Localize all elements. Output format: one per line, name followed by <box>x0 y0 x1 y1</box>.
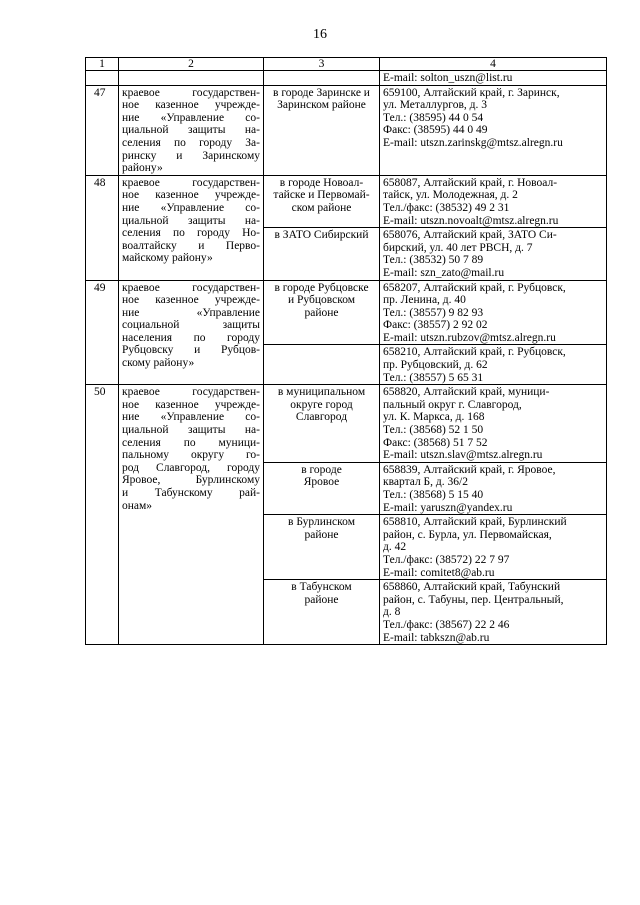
cell-line: краевое государствен- <box>122 386 260 399</box>
cell-line: в городе <box>301 463 342 476</box>
cell-line: циальной защиты на- <box>122 424 260 437</box>
area-cell <box>264 345 380 385</box>
table-row <box>86 385 607 463</box>
cell-line: E-mail: utszn.slav@mtsz.alregn.ru <box>383 449 543 462</box>
carry-over-email: E-mail: solton_uszn@list.ru <box>383 72 513 84</box>
organization-name-cell <box>119 85 264 175</box>
organization-name-cell <box>119 280 264 385</box>
cell-line: районе <box>304 528 339 541</box>
cell-line: ное казенное учрежде- <box>122 99 260 112</box>
header-cell-4: 4 <box>380 58 607 71</box>
carry-over-org-cell <box>119 71 264 86</box>
cell-line: E-mail: utszn.rubzov@mtsz.alregn.ru <box>383 331 556 344</box>
cell-line: краевое государствен- <box>122 281 260 294</box>
cell-line: Тел./факс: (38532) 49 2 31 <box>383 201 510 214</box>
header-row <box>86 58 607 71</box>
cell-line: Тел./факс: (38567) 22 2 46 <box>383 618 510 631</box>
cell-line: социальной защиты <box>122 319 260 332</box>
organization-name-cell <box>119 385 264 645</box>
cell-line: в городе Заринске и <box>273 86 370 99</box>
cell-line: 658839, Алтайский край, г. Яровое, <box>383 463 556 476</box>
contact-cell <box>380 280 607 345</box>
cell-line: д. 42 <box>383 541 407 554</box>
cell-line: Тел.: (38532) 50 7 89 <box>383 254 484 267</box>
cell-line: пальному округу го- <box>122 449 260 462</box>
cell-line: в городе Рубцовске <box>274 281 369 294</box>
cell-line: ное казенное учрежде- <box>122 398 260 411</box>
contact-cell <box>380 228 607 280</box>
cell-line: Тел.: (38557) 5 65 31 <box>383 371 484 384</box>
cell-line: тайск, ул. Молодежная, д. 2 <box>383 189 518 202</box>
cell-line: 658087, Алтайский край, г. Новоал- <box>383 176 558 189</box>
cell-line: районе <box>304 593 339 606</box>
cell-line: селения по городу За- <box>122 136 260 149</box>
header-cell-1: 1 <box>86 58 119 71</box>
cell-line: Тел.: (38568) 52 1 50 <box>383 424 484 437</box>
table-row <box>86 85 607 175</box>
cell-line: онам» <box>122 499 153 512</box>
cell-line: Факс: (38568) 51 7 52 <box>383 436 488 449</box>
cell-line: в городе Новоал- <box>279 176 364 189</box>
cell-line: Факс: (38557) 2 92 02 <box>383 319 488 332</box>
row-number-cell: 49 <box>86 280 119 385</box>
row-number-cell: 48 <box>86 175 119 280</box>
cell-line: ул. К. Маркса, д. 168 <box>383 411 485 424</box>
cell-line: район, с. Табуны, пер. Центральный, <box>383 593 564 606</box>
cell-line: скому району» <box>122 357 195 370</box>
cell-line: 658820, Алтайский край, муници- <box>383 386 550 399</box>
cell-line: в Бурлинском <box>288 516 355 529</box>
cell-line: E-mail: utszn.novoalt@mtsz.alregn.ru <box>383 214 559 227</box>
cell-line: в ЗАТО Сибирский <box>274 229 369 242</box>
cell-line: майскому району» <box>122 252 213 265</box>
cell-line: 658076, Алтайский край, ЗАТО Си- <box>383 229 557 242</box>
carry-over-row <box>86 71 607 86</box>
cell-line: 658207, Алтайский край, г. Рубцовск, <box>383 281 566 294</box>
cell-line: районе <box>304 306 339 319</box>
cell-line: селения по муници- <box>122 436 260 449</box>
cell-line: циальной защиты на- <box>122 214 260 227</box>
table-body <box>86 58 607 645</box>
contact-cell <box>380 85 607 175</box>
contact-cell <box>380 462 607 514</box>
cell-line: и Табунскому рай- <box>122 487 260 499</box>
cell-line: краевое государствен- <box>122 176 260 189</box>
cell-line: ное казенное учрежде- <box>122 294 260 307</box>
cell-line: бирский, ул. 40 лет РВСН, д. 7 <box>383 241 533 254</box>
row-number-cell: 50 <box>86 385 119 645</box>
carry-over-contact-cell <box>380 71 607 86</box>
cell-line: ние «Управление со- <box>122 201 260 214</box>
cell-line: квартал Б, д. 36/2 <box>383 476 468 489</box>
cell-line: Тел.: (38568) 5 15 40 <box>383 489 484 501</box>
cell-line: E-mail: yaruszn@yandex.ru <box>383 501 513 514</box>
cell-line: ние «Управление <box>122 306 260 319</box>
cell-line: E-mail: tabkszn@ab.ru <box>383 631 490 644</box>
cell-line: 658210, Алтайский край, г. Рубцовск, <box>383 346 566 359</box>
cell-line: пр. Рубцовский, д. 62 <box>383 359 488 372</box>
cell-line: Славгород <box>295 411 348 424</box>
organization-name-cell <box>119 175 264 280</box>
cell-line: район, с. Бурла, ул. Первомайская, <box>383 528 552 541</box>
cell-line: Тел./факс: (38572) 22 7 97 <box>383 553 510 566</box>
cell-line: E-mail: comitet8@ab.ru <box>383 566 495 579</box>
cell-line: E-mail: szn_zato@mail.ru <box>383 266 505 279</box>
cell-line: 658810, Алтайский край, Бурлинский <box>383 516 567 529</box>
carry-over-num-cell <box>86 71 119 86</box>
contact-cell <box>380 385 607 463</box>
cell-line: ние «Управление со- <box>122 411 260 424</box>
table-row <box>86 280 607 345</box>
contact-cell <box>380 345 607 385</box>
cell-line: Тел.: (38595) 44 0 54 <box>383 111 484 124</box>
cell-line: д. 8 <box>383 606 401 619</box>
cell-line: Рубцовску и Рубцов- <box>122 344 260 357</box>
cell-line: населения по городу <box>122 331 260 344</box>
contact-cell <box>380 580 607 645</box>
cell-line: округе город <box>290 398 353 411</box>
cell-line: в Табунском <box>291 581 352 594</box>
cell-line: ринску и Заринскому <box>122 149 260 162</box>
area-cell <box>264 515 380 580</box>
cell-line: ное казенное учрежде- <box>122 189 260 202</box>
cell-line: 659100, Алтайский край, г. Заринск, <box>383 86 560 99</box>
cell-line: воалтайску и Перво- <box>122 239 260 252</box>
area-cell <box>264 385 380 463</box>
cell-line: Заринском районе <box>277 99 366 112</box>
header-cell-2: 2 <box>119 58 264 71</box>
cell-line: селения по городу Но- <box>122 227 260 240</box>
cell-line: району» <box>122 162 163 175</box>
cell-line: ском районе <box>291 201 352 214</box>
cell-line: пальный округ г. Славгород, <box>383 398 522 411</box>
area-cell <box>264 462 380 514</box>
cell-line: Факс: (38595) 44 0 49 <box>383 124 488 137</box>
cell-line: Яровое <box>303 476 340 489</box>
area-cell <box>264 175 380 227</box>
area-cell <box>264 228 380 280</box>
area-cell <box>264 85 380 175</box>
cell-line: в муниципальном <box>277 386 366 399</box>
cell-line: циальной защиты на- <box>122 124 260 137</box>
contact-cell <box>380 175 607 227</box>
cell-line: тайске и Первомай- <box>273 189 370 202</box>
cell-line: E-mail: utszn.zarinskg@mtsz.alregn.ru <box>383 136 563 149</box>
cell-line: ул. Металлургов, д. 3 <box>383 99 487 112</box>
carry-over-area-cell <box>264 71 380 86</box>
cell-line: и Рубцовском <box>287 294 356 307</box>
cell-line: краевое государствен- <box>122 86 260 99</box>
cell-line: 658860, Алтайский край, Табунский <box>383 581 561 594</box>
area-cell <box>264 580 380 645</box>
page-number: 16 <box>313 27 327 42</box>
table-row <box>86 175 607 227</box>
area-cell <box>264 280 380 345</box>
organizations-table <box>85 57 607 645</box>
cell-line: род Славгород, городу <box>122 461 260 474</box>
contact-cell <box>380 515 607 580</box>
row-number-cell: 47 <box>86 85 119 175</box>
cell-line: Яровое, Бурлинскому <box>122 474 260 487</box>
cell-line: пр. Ленина, д. 40 <box>383 294 466 307</box>
cell-line: ние «Управление со- <box>122 111 260 124</box>
cell-line: Тел.: (38557) 9 82 93 <box>383 306 484 319</box>
header-cell-3: 3 <box>264 58 380 71</box>
